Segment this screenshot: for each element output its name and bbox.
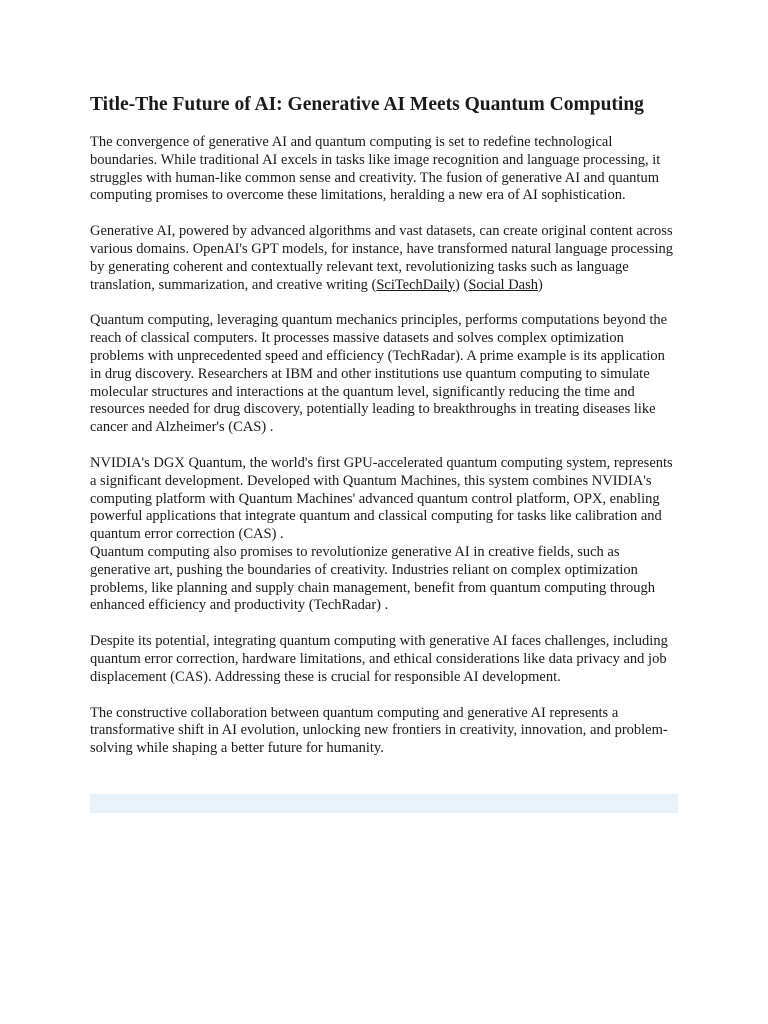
paragraph-generative-ai: Generative AI, powered by advanced algorithms and vast datasets, can create original content across various domains. OpenAI's GPT models, for instance, have transformed natural language processing by generating coherent and contextually relevant text, revolutionizing tasks such as language translation, summarization, and creative writing (SciTechDaily) (Social Dash) (90, 223, 674, 293)
paragraph-quantum-computing: Quantum computing, leveraging quantum mechanics principles, performs computations beyond the reach of classical computers. It processes massive datasets and solves complex optimization problems with unprecedented speed and efficiency (TechRadar). A prime example is its application in drug discovery. Researchers at IBM and other institutions use quantum computing to simulate molecular structures and interactions at the quantum level, significantly reducing the time and resources needed for drug discovery, potentially leading to breakthroughs in treating diseases like cancer and Alzheimer's (CAS) . (90, 312, 668, 436)
document-title: Title-The Future of AI: Generative AI Meets Quantum Computing (90, 94, 644, 115)
paragraph-creative-fields: Quantum computing also promises to revolutionize generative AI in creative fields, such as generative art, pushing the boundaries of creativity. Industries reliant on complex optimization problems, like planning and supply chain management, benefit from quantum computing through enhanced efficiency and productivity (TechRadar) . (90, 543, 655, 614)
paragraph-conclusion: The constructive collaboration between quantum computing and generative AI represents a transformative shift in AI evolution, unlocking new frontiers in creativity, innovation, and problem-solving while shaping a better future for humanity. (90, 704, 668, 757)
link-scitechdaily[interactable]: SciTechDaily (376, 276, 456, 293)
paragraph-challenges: Despite its potential, integrating quantum computing with generative AI faces challenges, including quantum error correction, hardware limitations, and ethical considerations like data privacy and job displacement (CAS). Addressing these is crucial for responsible AI development. (90, 633, 668, 685)
document-body (90, 93, 678, 776)
selection-highlight (90, 794, 678, 813)
paragraph-intro: The convergence of generative AI and quantum computing is set to redefine technological boundaries. While traditional AI excels in tasks like image recognition and language processing, it struggles with human-like common sense and creativity. The fusion of generative AI and quantum computing promises to overcome these limitations, heralding a new era of AI sophistication. (90, 134, 661, 204)
paragraph-nvidia-dgx: NVIDIA's DGX Quantum, the world's first GPU-accelerated quantum computing system, represents a significant development. Developed with Quantum Machines, this system combines NVIDIA's computing platform with Quantum Machines' advanced quantum control platform, OPX, enabling powerful applications that integrate quantum and classical computing for tasks like calibration and quantum error correction (CAS) . (90, 454, 673, 543)
paragraph-generative-ai-text: Generative AI, powered by advanced algorithms and vast datasets, can create original content across various domains. OpenAI's GPT models, for instance, have transformed natural language processing by generating coherent and contextually relevant text, revolutionizing tasks such as language translation, summarization, and creative writing (90, 223, 674, 293)
link-social-dash[interactable]: Social Dash (468, 276, 538, 293)
